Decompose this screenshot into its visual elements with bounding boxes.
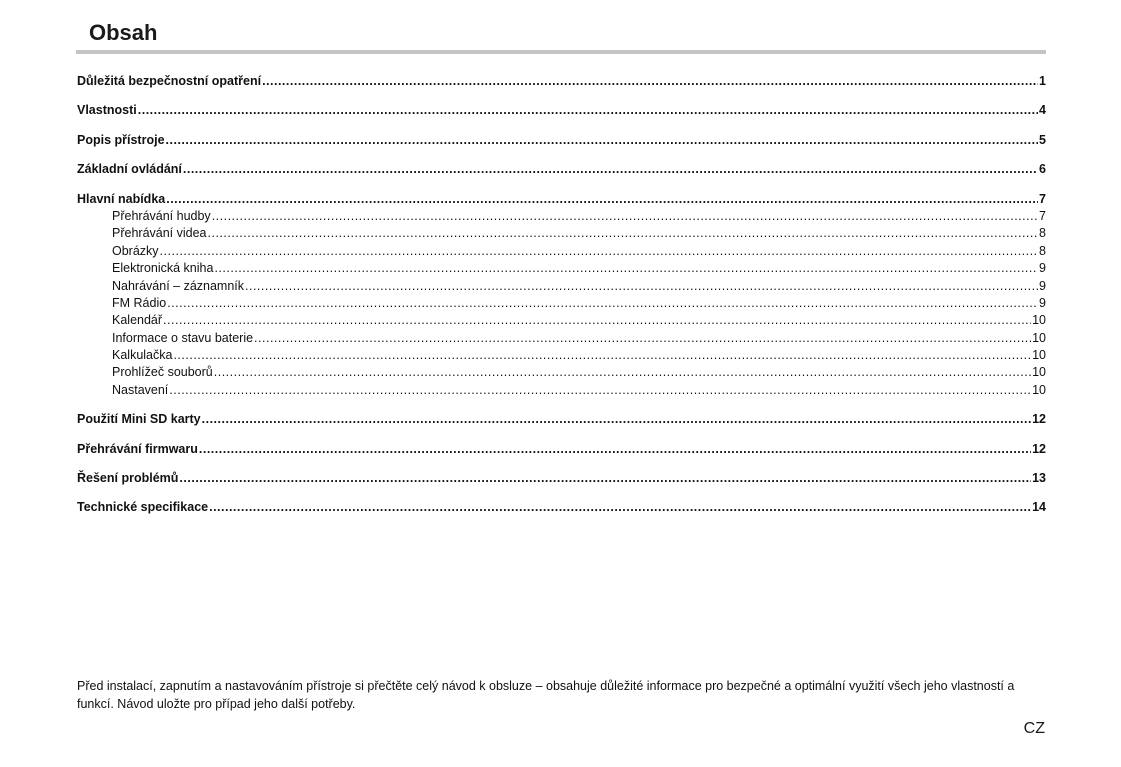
toc-page-number: 12	[1032, 412, 1046, 427]
toc-page-number: 1	[1039, 74, 1046, 88]
dot-leader	[208, 225, 1039, 242]
toc-entry[interactable]	[77, 132, 1046, 149]
toc-page-number: 7	[1039, 191, 1046, 206]
dot-leader	[179, 470, 1031, 487]
toc-entry-label: Kalendář	[112, 313, 163, 328]
toc-subentry[interactable]	[77, 278, 1046, 295]
dot-leader	[167, 295, 1038, 312]
toc-entry-label: Základní ovládání	[77, 162, 182, 177]
toc-page-number: 13	[1032, 471, 1046, 486]
footer-note: Před instalací, zapnutím a nastavováním přístroje si přečtěte celý návod k obsluze – obsahuje důležité informace pro bezpečné a optimální využití všech jeho vlastností a funkcí. Návod uložte pro případ jeho další potřeby.	[77, 679, 1015, 711]
dot-leader	[254, 330, 1031, 347]
toc-entry-label: Řešení problémů	[77, 471, 179, 486]
toc-page-number: 5	[1039, 132, 1046, 147]
toc-subentry[interactable]	[77, 208, 1046, 225]
toc-page-number: 4	[1039, 103, 1046, 118]
toc-subentry[interactable]	[77, 225, 1046, 242]
toc-subentry[interactable]	[77, 330, 1046, 347]
dot-leader	[212, 208, 1038, 225]
toc-page-number: 10	[1032, 330, 1046, 345]
dot-leader	[138, 102, 1038, 119]
dot-leader	[173, 347, 1031, 364]
title-divider	[76, 50, 1046, 54]
toc-subentry[interactable]	[77, 382, 1046, 399]
toc-page-number: 10	[1032, 313, 1046, 328]
table-of-contents	[77, 73, 1046, 517]
toc-page-number: 14	[1032, 500, 1046, 515]
dot-leader	[214, 364, 1031, 381]
dot-leader	[166, 191, 1038, 208]
dot-leader	[183, 161, 1038, 178]
toc-page-number: 9	[1039, 261, 1046, 276]
toc-page-number: 10	[1032, 382, 1046, 397]
toc-entry-label: Informace o stavu baterie	[112, 330, 254, 345]
toc-entry-label: Nastavení	[112, 382, 169, 397]
toc-entry-label: Přehrávání firmwaru	[77, 441, 198, 456]
toc-entry-label: Důležitá bezpečnostní opatření	[77, 74, 262, 88]
dot-leader	[262, 73, 1038, 90]
toc-page-number: 7	[1039, 208, 1046, 223]
toc-entry-label: Použití Mini SD karty	[77, 412, 201, 427]
toc-subentry[interactable]	[77, 295, 1046, 312]
toc-subentry[interactable]	[77, 312, 1046, 329]
toc-entry-label: Vlastnosti	[77, 103, 137, 118]
toc-entry-label: Popis přístroje	[77, 132, 165, 147]
toc-entry-label: Hlavní nabídka	[77, 191, 166, 206]
dot-leader	[245, 278, 1038, 295]
dot-leader	[199, 441, 1031, 458]
toc-page-number: 8	[1039, 226, 1046, 241]
toc-entry-label: Technické specifikace	[77, 500, 209, 515]
dot-leader	[160, 243, 1039, 260]
dot-leader	[163, 312, 1031, 329]
toc-entry-label: Elektronická kniha	[112, 261, 214, 276]
toc-entry-label: Přehrávání videa	[112, 226, 207, 241]
toc-subentry[interactable]	[77, 243, 1046, 260]
toc-entry-label: Obrázky	[112, 243, 159, 258]
toc-entry[interactable]	[77, 191, 1046, 208]
toc-entry[interactable]	[77, 470, 1046, 487]
toc-subentry[interactable]	[77, 260, 1046, 277]
toc-page-number: 10	[1032, 365, 1046, 380]
toc-entry[interactable]	[77, 161, 1046, 178]
toc-entry[interactable]	[77, 102, 1046, 119]
toc-entry[interactable]	[77, 411, 1046, 428]
toc-page-number: 10	[1032, 348, 1046, 363]
toc-entry-label: Přehrávání hudby	[112, 208, 211, 223]
toc-subentry[interactable]	[77, 364, 1046, 381]
toc-page-number: 6	[1039, 162, 1046, 177]
page-title: Obsah	[89, 20, 158, 45]
toc-page-number: 9	[1039, 295, 1046, 310]
toc-entry[interactable]	[77, 499, 1046, 516]
dot-leader	[169, 382, 1031, 399]
toc-page-number: 8	[1039, 243, 1046, 258]
dot-leader	[166, 132, 1039, 149]
dot-leader	[209, 499, 1031, 516]
language-code: CZ	[1023, 720, 1045, 737]
toc-entry-label: Kalkulačka	[112, 348, 173, 363]
toc-entry[interactable]	[77, 73, 1046, 90]
toc-page-number: 9	[1039, 278, 1046, 293]
toc-entry-label: Prohlížeč souborů	[112, 365, 213, 380]
dot-leader	[202, 411, 1031, 428]
dot-leader	[214, 260, 1038, 277]
toc-subentry[interactable]	[77, 347, 1046, 364]
toc-page-number: 12	[1032, 441, 1046, 456]
toc-entry-label: FM Rádio	[112, 295, 167, 310]
toc-entry-label: Nahrávání – záznamník	[112, 278, 245, 293]
toc-entry[interactable]	[77, 441, 1046, 458]
